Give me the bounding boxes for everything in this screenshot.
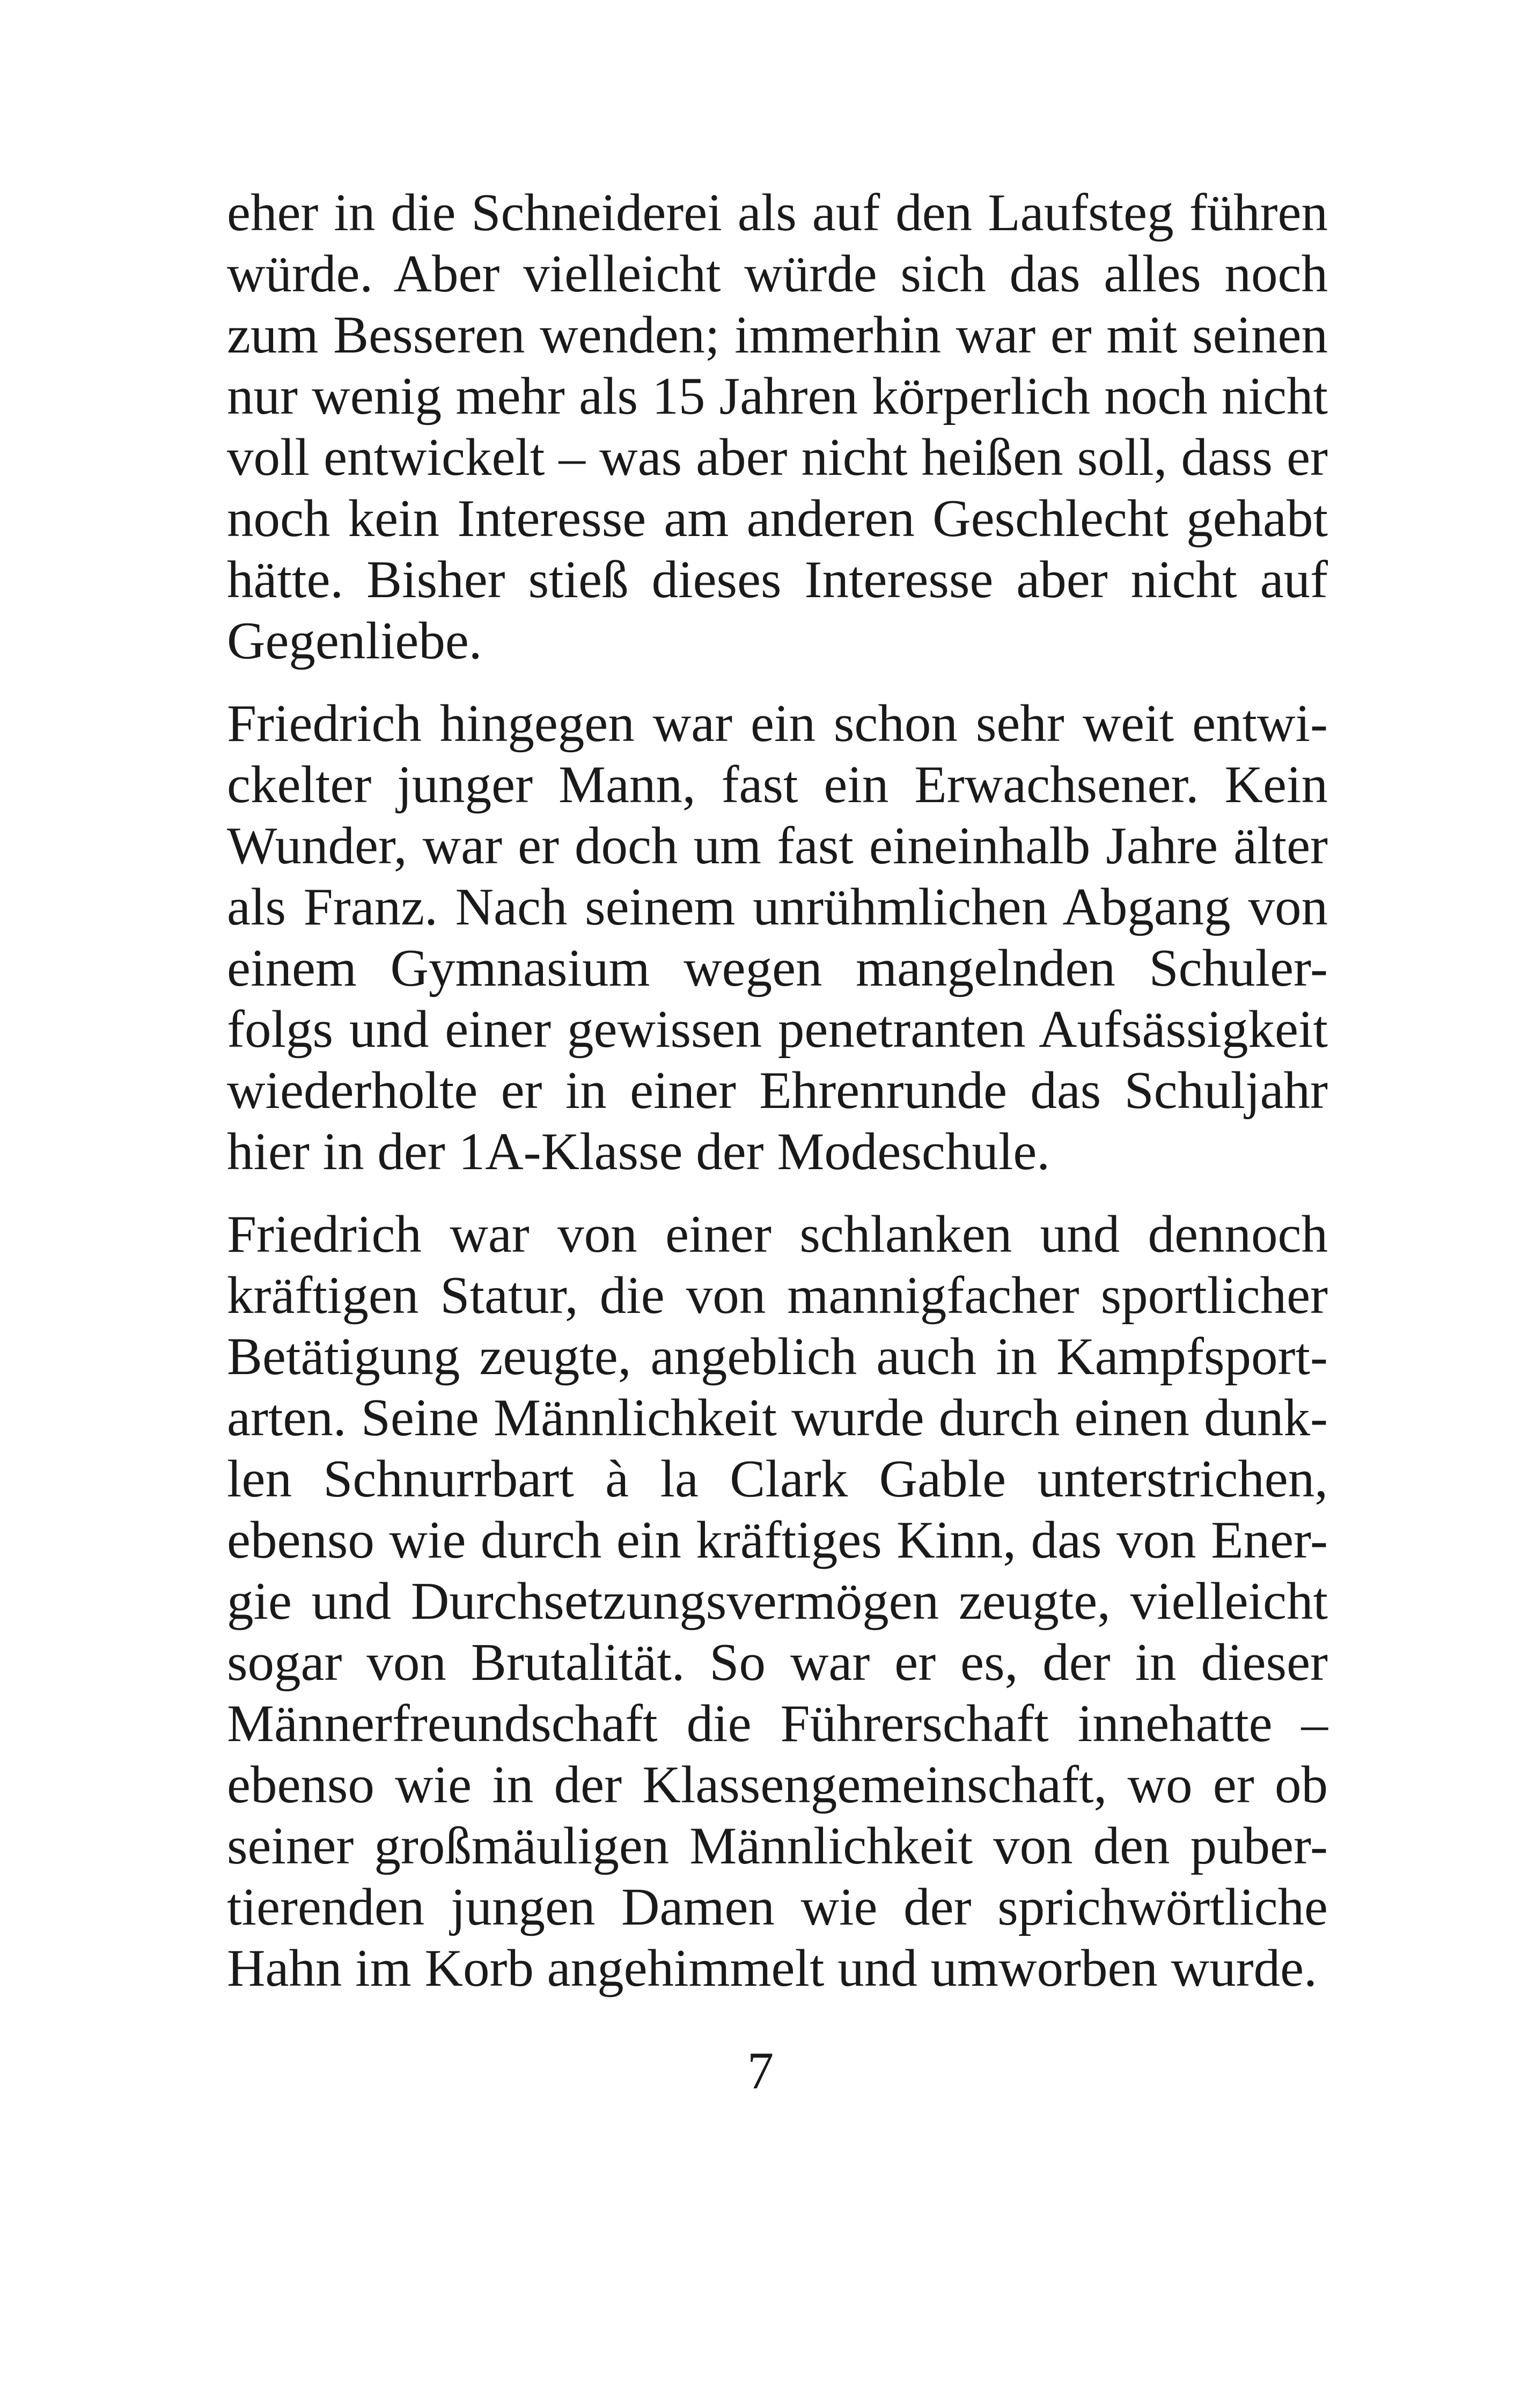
text-line: Männerfreundschaft die Führerschaft innehatte –: [227, 1694, 1328, 1753]
paragraph-3: [227, 1204, 1328, 1999]
text-line: einem Gymnasium wegen mangelnden Schuler-: [227, 939, 1328, 997]
text-line: noch kein Interesse am anderen Geschlecht gehabt: [227, 489, 1328, 548]
text-line: würde. Aber vielleicht würde sich das alles noch: [227, 245, 1328, 303]
text-line: gie und Durchsetzungsvermögen zeugte, vielleicht: [227, 1572, 1328, 1631]
text-line: arten. Seine Männlichkeit wurde durch einen dunk-: [227, 1389, 1328, 1447]
text-line: zum Besseren wenden; immerhin war er mit seinen: [227, 306, 1328, 364]
paragraph-1: [227, 182, 1328, 672]
text-line: kräftigen Statur, die von mannigfacher sportlicher: [227, 1266, 1328, 1325]
body-text: [227, 182, 1328, 2021]
text-line: hier in der 1A-Klasse der Modeschule.: [227, 1122, 1050, 1181]
page-number: 7: [747, 2042, 774, 2100]
text-line: nur wenig mehr als 15 Jahren körperlich noch nicht: [227, 367, 1328, 425]
text-line: als Franz. Nach seinem unrühmlichen Abgang von: [227, 878, 1328, 936]
text-line: seiner großmäuligen Männlichkeit von den puber-: [227, 1817, 1328, 1875]
text-line: Friedrich hingegen war ein schon sehr weit entwi-: [227, 694, 1328, 753]
text-line: Friedrich war von einer schlanken und dennoch: [227, 1205, 1328, 1264]
text-line: voll entwickelt – was aber nicht heißen soll, dass er: [227, 428, 1328, 487]
text-line: ckelter junger Mann, fast ein Erwachsener. Kein: [227, 755, 1328, 814]
text-line: Wunder, war er doch um fast eineinhalb Jahre älter: [227, 817, 1328, 875]
text-line: tierenden jungen Damen wie der sprichwörtliche: [227, 1878, 1328, 1936]
text-line: Betätigung zeugte, angeblich auch in Kampfsport-: [227, 1327, 1328, 1386]
text-line: ebenso wie in der Klassengemeinschaft, wo er ob: [227, 1756, 1328, 1814]
text-line: wiederholte er in einer Ehrenrunde das Schuljahr: [227, 1061, 1328, 1120]
text-line: eher in die Schneiderei als auf den Laufsteg führen: [227, 183, 1328, 242]
text-line: hätte. Bisher stieß dieses Interesse aber nicht auf: [227, 550, 1328, 609]
paragraph-2: [227, 693, 1328, 1183]
text-line: len Schnurrbart à la Clark Gable unterstrichen,: [227, 1450, 1328, 1508]
text-line: folgs und einer gewissen penetranten Aufsässigkeit: [227, 1000, 1328, 1059]
text-line: Gegenliebe.: [227, 612, 482, 670]
text-line: sogar von Brutalität. So war er es, der in dieser: [227, 1633, 1328, 1692]
text-line: ebenso wie durch ein kräftiges Kinn, das von Ener-: [227, 1511, 1328, 1569]
text-line: Hahn im Korb angehimmelt und umworben wurde.: [227, 1939, 1317, 1998]
